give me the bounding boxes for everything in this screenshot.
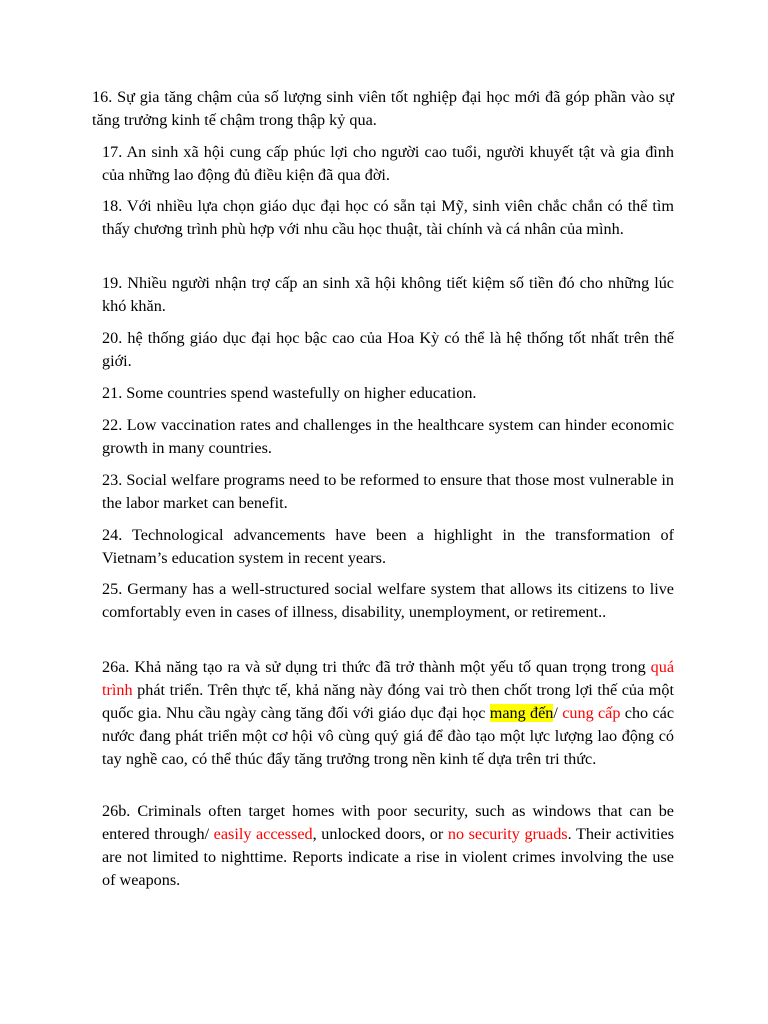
sentence-24: 24. Technological advancements have been a highlight in the transformation of Vietnam’s education system in recent years. bbox=[102, 526, 674, 567]
sentence-19: 19. Nhiều người nhận trợ cấp an sinh xã hội không tiết kiệm số tiền đó cho những lúc khó khăn. bbox=[102, 274, 674, 315]
paragraph-26a-text-2: phát triển. Trên thực tế, khả năng này đóng vai trò then chốt trong lợi thế của một quốc gia. Nhu cầu ngày càng tăng đối với giáo dục đại học bbox=[102, 681, 674, 722]
correction-no-security-guards: no security gruads bbox=[447, 825, 568, 843]
sentence-25: 25. Germany has a well-structured social welfare system that allows its citizens to live comfortably even in cases of illness, disability, unemployment, or retirement.. bbox=[102, 580, 674, 621]
paragraph-26a-text-3: cho các nước đang phát triển một cơ hội vô cùng quý giá để đào tạo một lực lượng lao động có tay nghề cao, có thể thúc đẩy tăng trưởng trong nền kinh tế dựa trên tri thức. bbox=[102, 704, 675, 768]
sentence-21: 21. Some countries spend wastefully on higher education. bbox=[102, 384, 477, 402]
paragraph-26a bbox=[102, 656, 674, 771]
paragraph-26b-text-1: 26b. Criminals often target homes with poor security, such as windows that can be entered through/ bbox=[102, 802, 674, 843]
sentence-16: 16. Sự gia tăng chậm của số lượng sinh viên tốt nghiệp đại học mới đã góp phần vào sự tăng trưởng kinh tế chậm trong thập kỷ qua. bbox=[92, 88, 674, 129]
sentence-22: 22. Low vaccination rates and challenges in the healthcare system can hinder economic growth in many countries. bbox=[102, 416, 674, 457]
correction-easily-accessed: easily accessed bbox=[213, 825, 313, 843]
highlighted-mang-den: mang đến bbox=[489, 704, 554, 722]
sentence-20: 20. hệ thống giáo dục đại học bậc cao của Hoa Kỳ có thể là hệ thống tốt nhất trên thế giới. bbox=[102, 329, 674, 370]
paragraph-26a-text-1: 26a. Khả năng tạo ra và sử dụng tri thức đã trở thành một yếu tố quan trọng trong bbox=[102, 658, 651, 676]
sentence-23: 23. Social welfare programs need to be reformed to ensure that those most vulnerable in the labor market can benefit. bbox=[102, 471, 674, 512]
correction-cung-cap: cung cấp bbox=[562, 704, 621, 722]
sentence-17: 17. An sinh xã hội cung cấp phúc lợi cho người cao tuổi, người khuyết tật và gia đình của những lao động đủ điều kiện đã qua đời. bbox=[102, 143, 674, 184]
correction-qua-trinh: quá trình bbox=[102, 658, 674, 699]
slash-separator: / bbox=[553, 704, 563, 722]
paragraph-26b bbox=[102, 800, 674, 892]
paragraph-26b-text-2: , unlocked doors, or bbox=[312, 825, 448, 843]
paragraph-26b-text-3: . Their activities are not limited to nighttime. Reports indicate a rise in violent crimes involving the use of weapons. bbox=[102, 825, 675, 889]
sentence-18: 18. Với nhiều lựa chọn giáo dục đại học có sẵn tại Mỹ, sinh viên chắc chắn có thể tìm thấy chương trình phù hợp với nhu cầu học thuật, tài chính và cá nhân của mình. bbox=[102, 197, 674, 238]
